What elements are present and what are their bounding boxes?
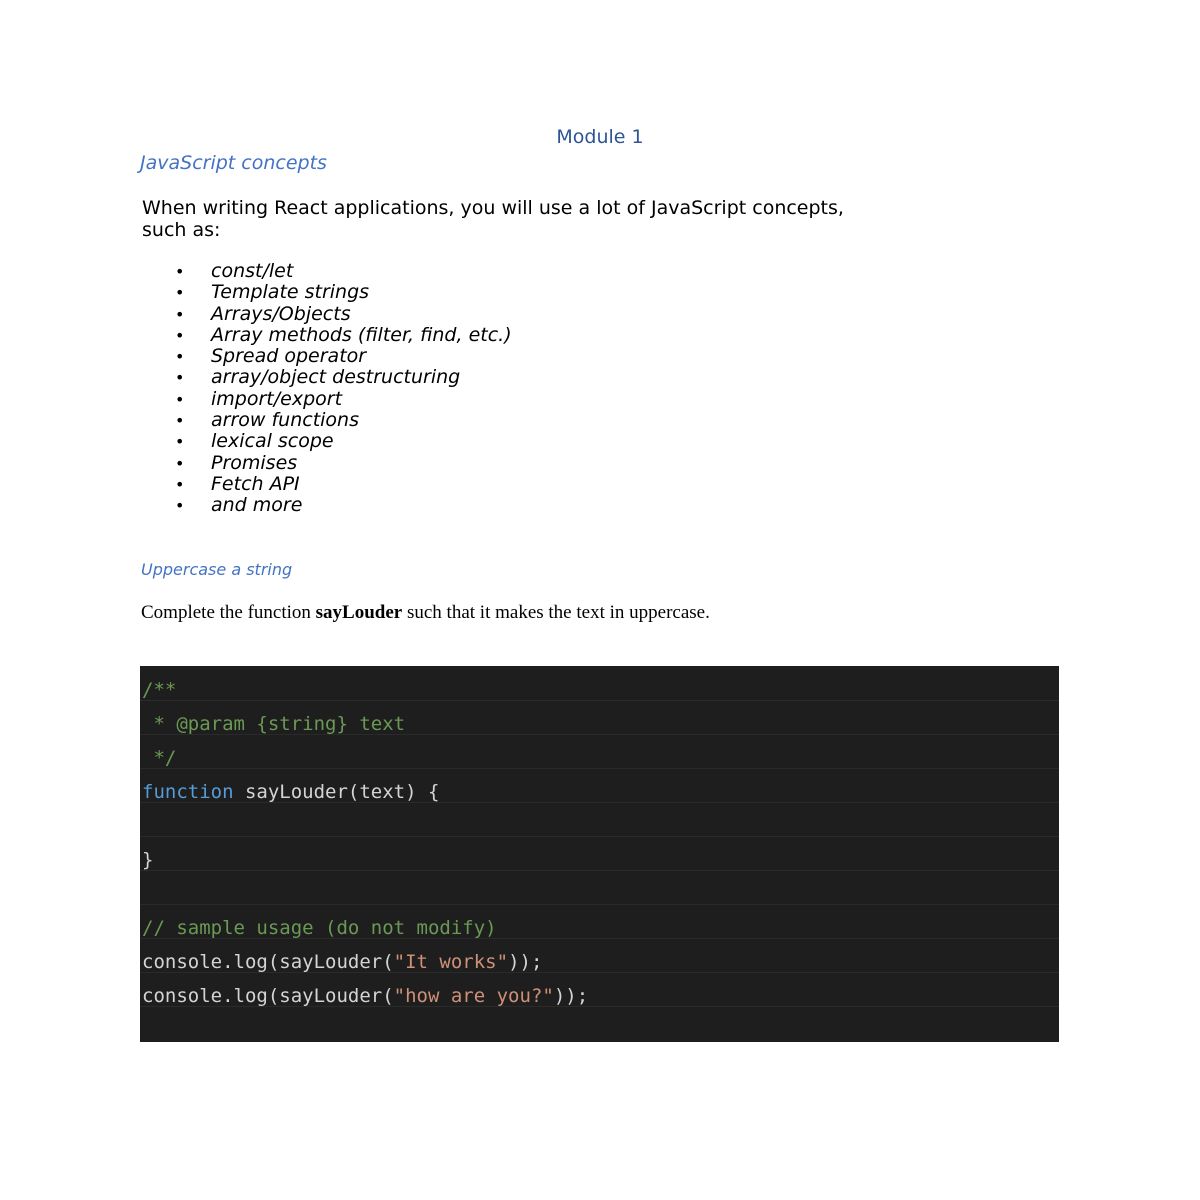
concept-label: Fetch API [211,472,300,495]
concept-label: lexical scope [211,430,334,453]
bullet-icon: • [175,496,185,516]
list-item [175,325,512,346]
list-item [175,431,512,452]
list-item [175,389,512,410]
line-divider [140,768,1059,769]
code-line-3: */ [142,747,177,769]
concept-label: Arrays/Objects [211,302,351,325]
list-item [175,453,512,474]
bullet-icon: • [175,389,185,409]
concept-label: Template strings [211,281,370,304]
keyword-function: function [142,781,234,803]
line-divider [140,836,1059,837]
list-item [175,304,512,325]
code-line-1: /** [142,679,177,701]
bullet-icon: • [175,474,185,494]
bullet-icon: • [175,368,185,388]
concept-label: Promises [211,451,298,474]
javascript-concepts-heading: JavaScript concepts [140,152,327,174]
concept-label: array/object destructuring [211,366,461,389]
intro-line-1: When writing React applications, you will use a lot of JavaScript concepts, [142,197,844,219]
bullet-icon: • [175,325,185,345]
call-prefix: console.log(sayLouder( [142,985,394,1007]
call-suffix: )); [508,951,543,973]
function-signature: sayLouder(text) { [233,781,440,803]
code-line-2: * @param {string} text [142,713,406,735]
concept-label: and more [211,494,303,517]
function-name: sayLouder [315,602,403,623]
bullet-icon: • [175,432,185,452]
task-text-after: such that it makes the text in uppercase. [402,602,710,623]
list-item [175,346,512,367]
bullet-icon: • [175,283,185,303]
module-title: Module 1 [556,126,644,148]
bullet-icon: • [175,347,185,367]
bullet-icon: • [175,262,185,281]
concepts-list [175,261,512,517]
line-divider [140,870,1059,871]
code-line-4 [142,775,439,809]
code-line-8: // sample usage (do not modify) [142,917,497,939]
code-line-10 [142,979,588,1013]
intro-paragraph [142,197,1042,241]
task-text-before: Complete the function [141,602,316,623]
list-item [175,261,512,282]
bullet-icon: • [175,304,185,324]
task-description [141,602,710,624]
concept-label: Array methods (filter, find, etc.) [211,323,512,346]
bullet-icon: • [175,411,185,431]
code-line-9 [142,945,542,979]
bullet-icon: • [175,453,185,473]
line-divider [140,700,1059,701]
concept-label: arrow functions [211,409,359,432]
line-divider [140,904,1059,905]
code-block [140,666,1059,1042]
list-item [175,282,512,303]
string-literal: "It works" [393,951,509,973]
list-item [175,367,512,388]
list-item [175,410,512,431]
string-literal: "how are you?" [393,985,554,1007]
concept-label: Spread operator [211,345,367,368]
call-prefix: console.log(sayLouder( [142,951,394,973]
list-item [175,474,512,495]
intro-line-2: such as: [142,219,221,241]
concept-label: import/export [211,387,343,410]
concept-label: const/let [211,260,294,282]
uppercase-string-heading: Uppercase a string [141,560,293,579]
list-item [175,495,512,516]
code-line-6: } [142,849,154,871]
call-suffix: )); [553,985,589,1007]
